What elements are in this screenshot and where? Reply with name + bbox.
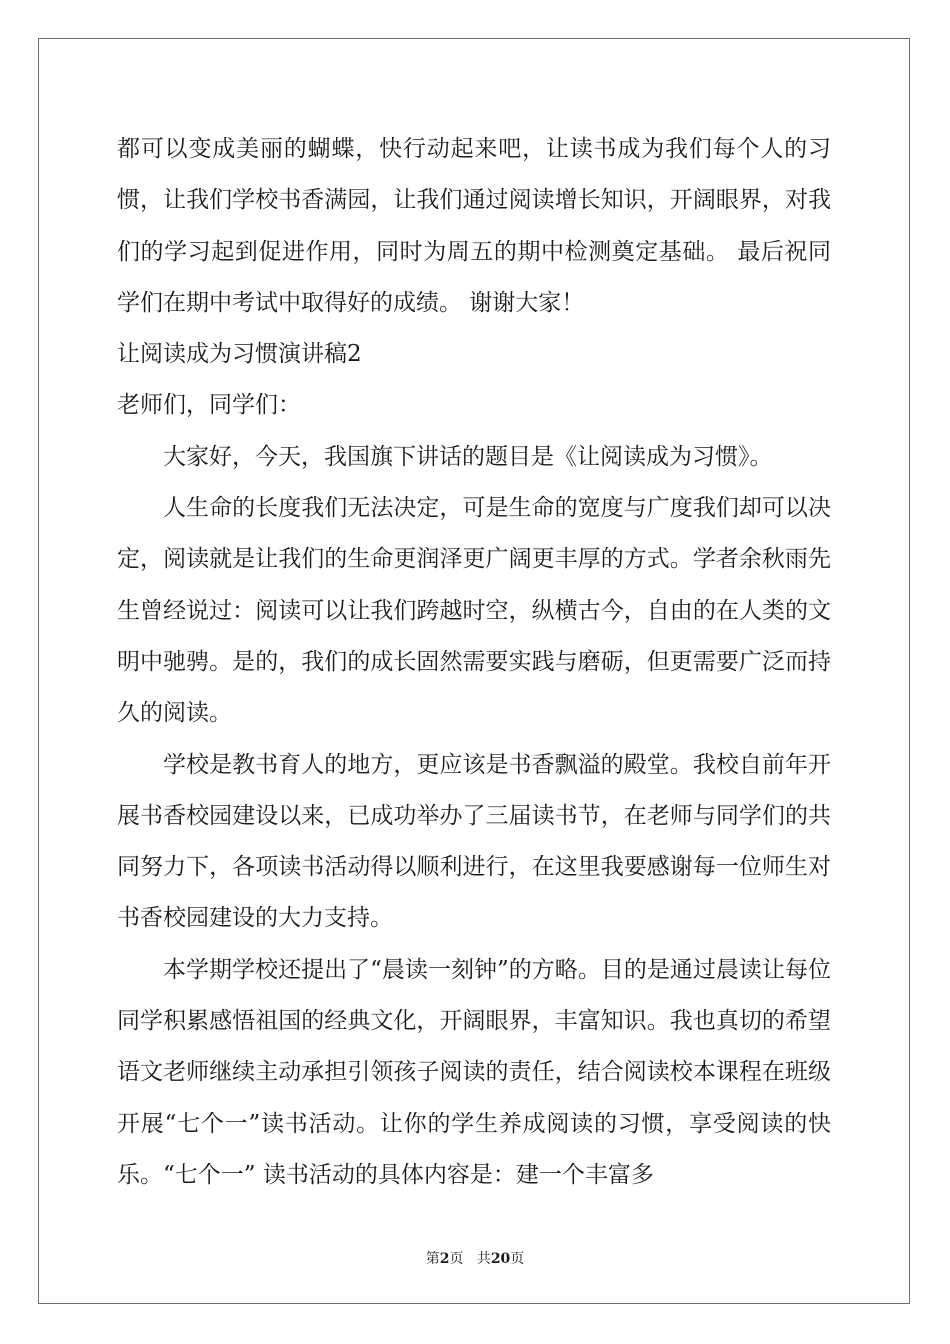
page-footer	[0, 1248, 950, 1268]
paragraph-continuation: 都可以变成美丽的蝴蝶，快行动起来吧，让读书成为我们每个人的习惯，让我们学校书香满园，让我们通过阅读增长知识，开阔眼界，对我们的学习起到促进作用，同时为周五的期中检测奠定基础。 最后祝同学们在期中考试中取得好的成绩。 谢谢大家！	[117, 136, 831, 316]
salutation: 老师们，同学们：	[117, 392, 301, 419]
total-suffix: 页	[510, 1251, 525, 1267]
document-body	[117, 124, 831, 1201]
page-number: 2	[439, 1251, 450, 1267]
page-suffix: 页	[449, 1251, 464, 1267]
total-prefix: 共	[476, 1251, 491, 1267]
paragraph: 学校是教书育人的地方，更应该是书香飘溢的殿堂。我校自前年开展书香校园建设以来，已成功举办了三届读书节，在老师与同学们的共同努力下，各项读书活动得以顺利进行，在这里我要感谢每一位师生对书香校园建设的大力支持。	[117, 751, 831, 932]
section-title: 让阅读成为习惯演讲稿2	[117, 341, 362, 368]
page-prefix: 第	[425, 1251, 440, 1267]
paragraph: 本学期学校还提出了“晨读一刻钟”的方略。目的是通过晨读让每位同学积累感悟祖国的经典文化，开阔眼界，丰富知识。我也真切的希望语文老师继续主动承担引领孩子阅读的责任，结合阅读校本课程在班级开展“七个一”读书活动。让你的学生养成阅读的习惯，享受阅读的快乐。“七个一” 读书活动的具体内容是：建一个丰富多	[117, 956, 831, 1188]
paragraph: 人生命的长度我们无法决定，可是生命的宽度与广度我们却可以决定，阅读就是让我们的生命更润泽更广阔更丰厚的方式。学者余秋雨先生曾经说过：阅读可以让我们跨越时空，纵横古今，自由的在人类的文明中驰骋。是的，我们的成长固然需要实践与磨砺，但更需要广泛而持久的阅读。	[117, 495, 831, 727]
total-pages: 20	[490, 1251, 511, 1267]
paragraph: 大家好，今天，我国旗下讲话的题目是《让阅读成为习惯》。	[163, 443, 773, 470]
